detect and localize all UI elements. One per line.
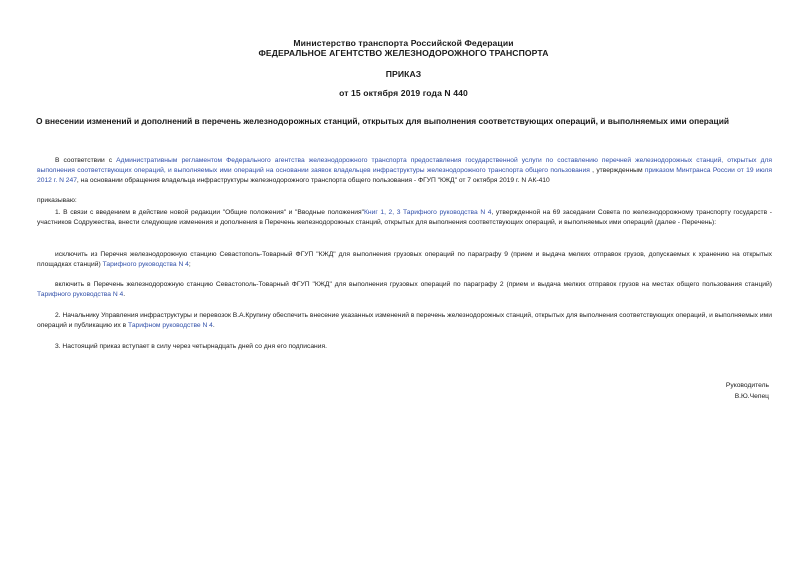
order-word: приказываю: — [37, 197, 77, 204]
document-title: О внесении изменений и дополнений в перечень железнодорожных станций, открытых для выполнения соответствующих операций, и выполняемых ими операций — [36, 116, 729, 126]
tariff-guide-link-3[interactable]: Тарифном руководстве N 4 — [128, 321, 213, 329]
tariff-guide-link-2[interactable]: Тарифного руководства N 4 — [37, 290, 124, 298]
tariff-guide-link-1[interactable]: Тарифного руководства N 4 — [102, 260, 189, 268]
agency-heading: ФЕДЕРАЛЬНОЕ АГЕНТСТВО ЖЕЛЕЗНОДОРОЖНОГО ТРАНСПОРТА — [258, 48, 549, 58]
date-number-heading: от 15 октября 2019 года N 440 — [339, 88, 468, 98]
item-1-text-1: 1. В связи с введением в действие новой редакции "Общие положения" и "Вводные положения" — [55, 209, 365, 216]
exclude-paragraph — [37, 250, 772, 270]
preamble-text-1: В соответствии с — [55, 157, 117, 164]
item-3-paragraph: 3. Настоящий приказ вступает в силу через четырнадцать дней со дня его подписания. — [55, 343, 327, 350]
exclude-text-1: исключить из Перечня железнодорожную станцию Севастополь-Товарный ФГУП "КЖД" для выполнения грузовых операций по параграфу 9 (прием и выдача мелких отправок грузов, допускаемых к хранению на открытых площадках станций) — [37, 251, 772, 268]
signer-position: Руководитель — [725, 382, 769, 389]
item-2-text-2: . — [212, 321, 215, 329]
document-type-heading: ПРИКАЗ — [385, 69, 422, 79]
preamble-text-2: , утвержденным — [589, 166, 645, 174]
preamble-text-3: , на основании обращения владельца инфраструктуры железнодорожного транспорта общего пользования - ФГУП "КЖД" от 7 октября 2019 г. N АК-410 — [76, 176, 550, 184]
ministry-heading: Министерство транспорта Российской Федерации — [293, 38, 514, 48]
item-2-text-1: 2. Начальнику Управления инфраструктуры и перевозок В.А.Крупину обеспечить внесение указанных изменений в перечень железнодорожных станций, открытых для выполнения соответствующих операций, и выполняемых ими операций и публикацию их в — [37, 312, 772, 329]
include-paragraph — [37, 280, 772, 300]
item-2-paragraph — [37, 311, 772, 331]
include-text-2: . — [123, 290, 126, 298]
preamble-paragraph — [37, 156, 772, 186]
item-1-text-2: , утвержденной на 69 заседании Совета по железнодорожному транспорту государств - участников Содружества, внести следующие изменения и дополнения в Перечень железнодорожных станций, открытых для выполнения соответствующих операций, и выполняемых ими операций (далее - Перечень): — [37, 209, 772, 226]
exclude-text-2: ; — [188, 260, 191, 268]
item-1-paragraph — [37, 208, 772, 228]
signer-name: В.Ю.Чепец — [734, 393, 769, 400]
admin-regulation-link[interactable]: Административным регламентом Федерального агентства железнодорожного транспорта предоставления государственной услуги по составлению перечней железнодорожных станций, открытых для выполнения соответствующих операций, и выполняемых ими операций на основании заявок владельцев инфраструктуры железнодорожного транспорта общего пользования — [37, 157, 772, 174]
include-text-1: включить в Перечень железнодорожную станцию Севастополь-Товарный ФГУП "КЖД" для выполнения грузовых операций по параграфу 2 (прием и выдача мелких отправок грузов на местах общего пользования станций) — [55, 281, 772, 288]
tariff-books-link[interactable]: Книг 1, 2, 3 Тарифного руководства N 4 — [364, 209, 492, 216]
mintrans-order-link[interactable]: приказом Минтранса России от 19 июля 2012 г. N 247 — [37, 166, 772, 184]
